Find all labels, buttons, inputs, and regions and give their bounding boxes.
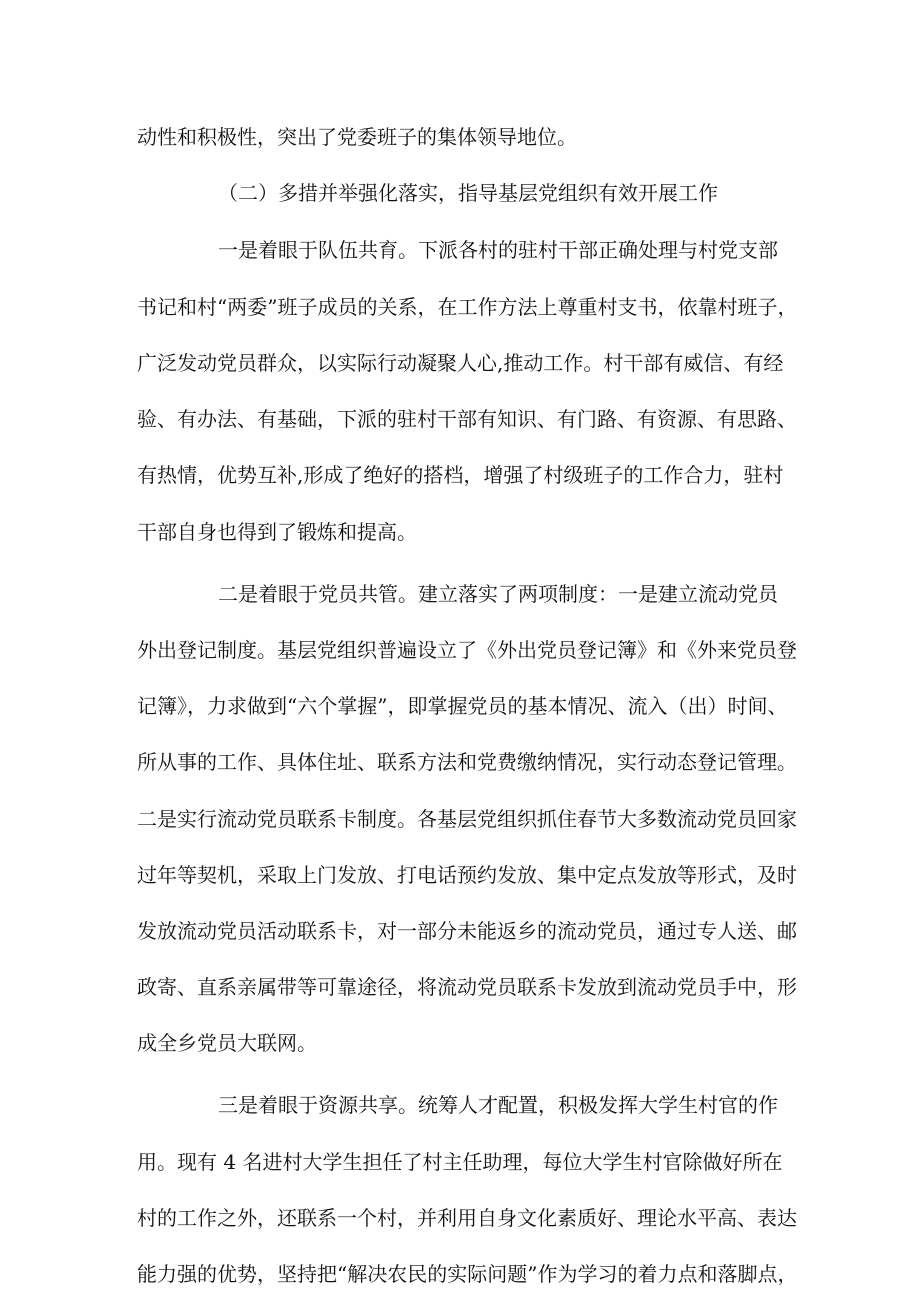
text-line bbox=[0, 235, 920, 265]
text-line bbox=[0, 916, 920, 946]
text-line bbox=[0, 691, 920, 721]
text-line bbox=[0, 860, 920, 890]
text-line bbox=[0, 517, 920, 547]
text-line-content: 发放流动党员活动联系卡，对一部分未能返乡的流动党员，通过专人送、邮 bbox=[137, 918, 797, 943]
text-line-content: 验、有办法、有基础，下派的驻村干部有知识、有门路、有资源、有思路、 bbox=[137, 407, 797, 432]
text-line bbox=[0, 1028, 920, 1058]
text-line-content: 能力强的优势，坚持把“解决农民的实际问题”作为学习的着力点和落脚点， bbox=[137, 1262, 798, 1286]
section-heading bbox=[0, 178, 920, 208]
text-line-content: 动性和积极性，突出了党委班子的集体领导地位。 bbox=[137, 125, 577, 149]
text-line-content: 过年等契机，采取上门发放、打电话预约发放、集中定点发放等形式，及时 bbox=[137, 862, 797, 887]
text-line bbox=[0, 460, 920, 490]
text-line-content: 政寄、直系亲属带等可靠途径，将流动党员联系卡发放到流动党员手中，形 bbox=[137, 975, 797, 1000]
text-line-content: 书记和村“两委”班子成员的关系，在工作方法上尊重村支书，依靠村班子， bbox=[137, 294, 798, 319]
text-line bbox=[0, 122, 920, 152]
text-line bbox=[0, 404, 920, 434]
text-line bbox=[0, 972, 920, 1002]
section-heading-text: （二）多措并举强化落实，指导基层党组织有效开展工作 bbox=[218, 181, 718, 206]
text-line-content: 二是实行流动党员联系卡制度。各基层党组织抓住春节大多数流动党员回家 bbox=[137, 806, 797, 831]
text-line-content: 一是着眼于队伍共育。下派各村的驻村干部正确处理与村党支部 bbox=[218, 238, 778, 263]
text-line bbox=[0, 348, 920, 378]
text-line-content: 三是着眼于资源共享。统筹人才配置，积极发挥大学生村官的作 bbox=[218, 1093, 778, 1118]
text-line bbox=[0, 292, 920, 322]
text-line-content: 广泛发动党员群众，以实际行动凝聚人心,推动工作。村干部有威信、有经 bbox=[137, 350, 784, 375]
text-line-content: 有热情，优势互补,形成了绝好的搭档，增强了村级班子的工作合力，驻村 bbox=[137, 463, 784, 488]
text-line-content: 干部自身也得到了锻炼和提高。 bbox=[137, 519, 417, 544]
text-line-content: 所从事的工作、具体住址、联系方法和党费缴纳情况，实行动态登记管理。 bbox=[137, 750, 797, 775]
text-line bbox=[0, 804, 920, 834]
text-line-content: 村的工作之外，还联系一个村，并利用自身文化素质好、理论水平高、表达 bbox=[137, 1205, 797, 1230]
text-line-content: 成全乡党员大联网。 bbox=[137, 1031, 317, 1056]
text-line bbox=[0, 1090, 920, 1120]
text-line-content: 记簿》，力求做到“六个掌握”，即掌握党员的基本情况、流入（出）时间、 bbox=[137, 694, 788, 718]
text-line bbox=[0, 1147, 920, 1177]
text-line bbox=[0, 1203, 920, 1233]
text-line bbox=[0, 635, 920, 665]
text-line bbox=[0, 747, 920, 777]
text-line-content: 外出登记制度。基层党组织普遍设立了《外出党员登记簿》和《外来党员登 bbox=[137, 637, 797, 662]
text-line-content: 用。现有 4 名进村大学生担任了村主任助理，每位大学生村官除做好所在 bbox=[137, 1149, 783, 1174]
text-line bbox=[0, 1259, 920, 1289]
text-line-content: 二是着眼于党员共管。建立落实了两项制度：一是建立流动党员 bbox=[218, 581, 778, 606]
text-line bbox=[0, 579, 920, 609]
